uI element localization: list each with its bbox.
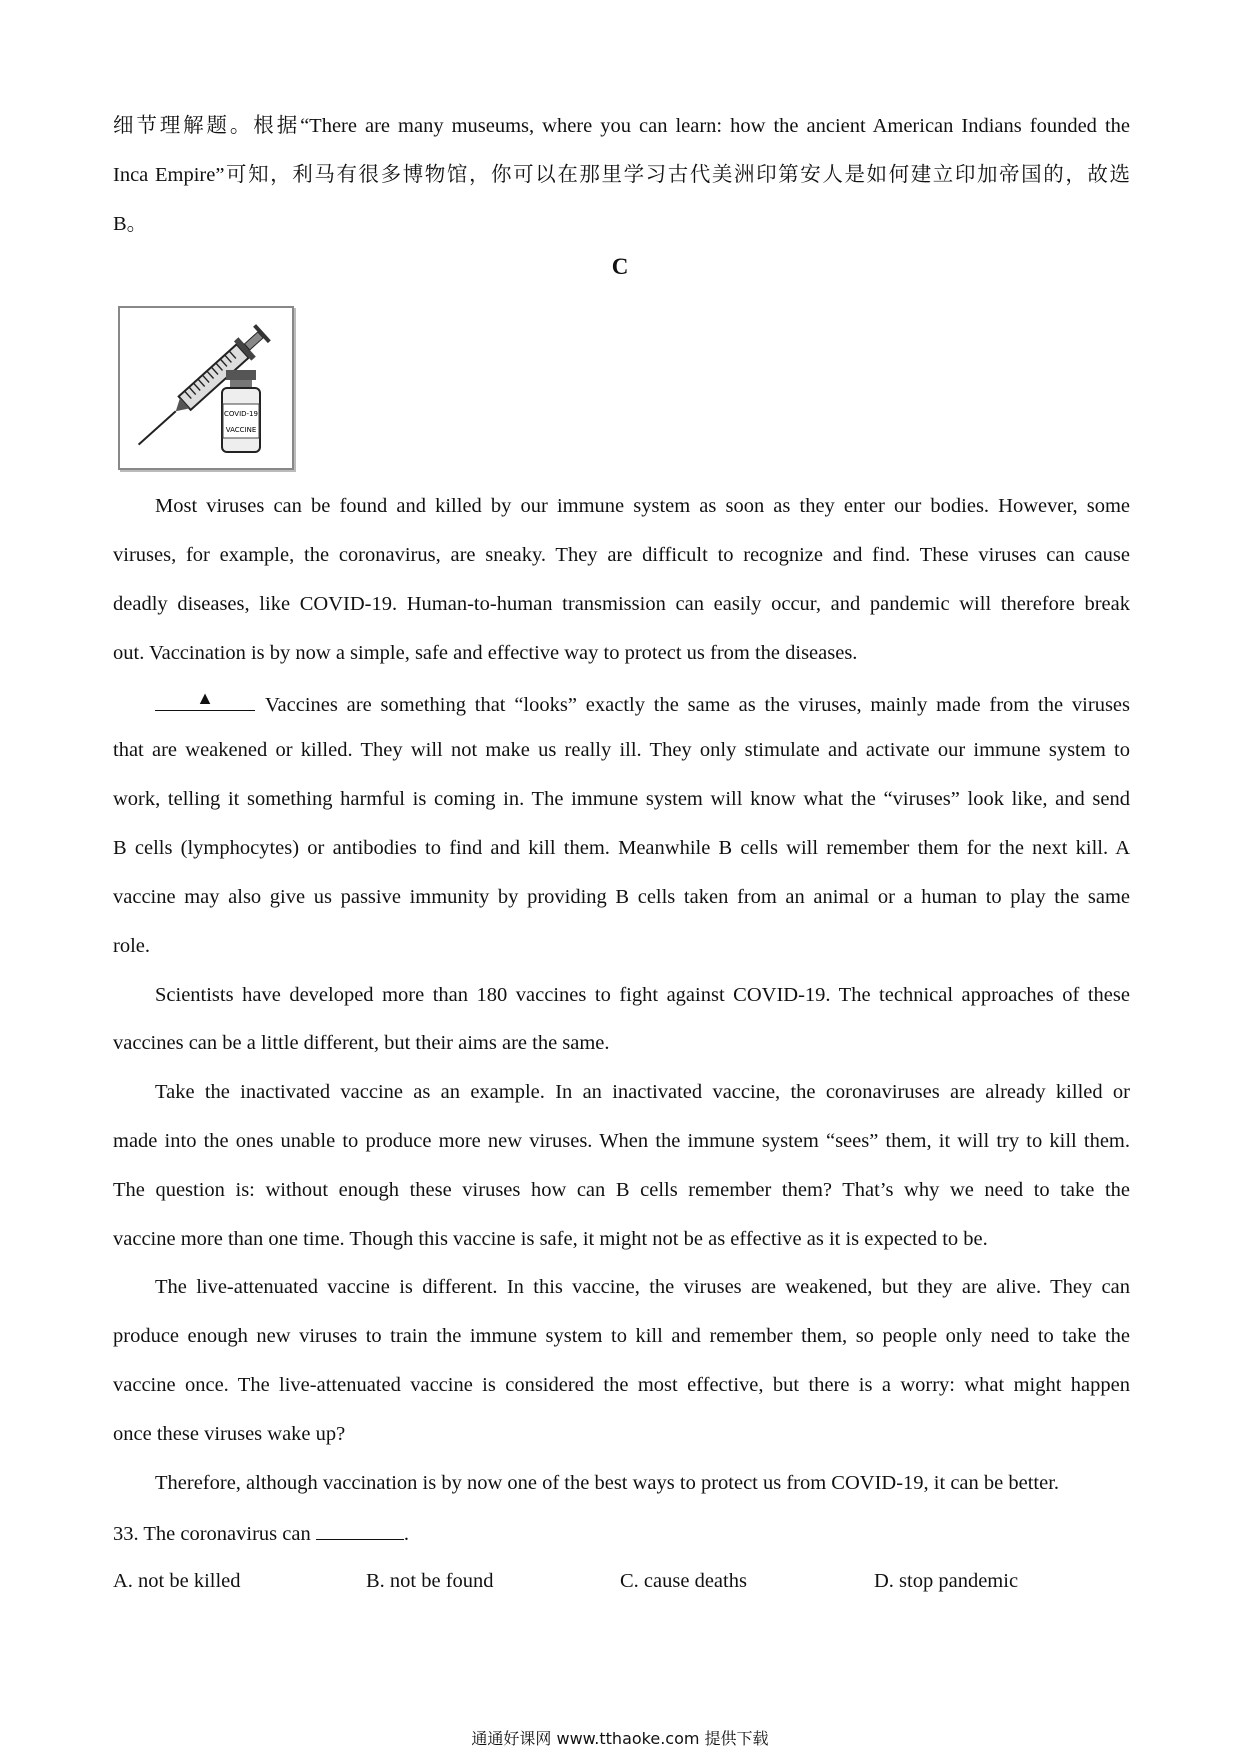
- footer-source: 通通好课网 www.tthaoke.com 提供下载: [471, 1729, 769, 1748]
- p3-line-2: vaccines can be a little different, but their aims are the same.: [113, 1032, 610, 1054]
- p4-line-2: made into the ones unable to produce more new viruses. When the immune system “sees” them, it will try to kill them.: [113, 1130, 1130, 1152]
- p5-line-2: produce enough new viruses to train the immune system to kill and remember them, so people only need to take the: [113, 1325, 1130, 1347]
- triangle-marker: ▲: [196, 688, 214, 708]
- explanation-line-2: Inca Empire”可知，利马有很多博物馆，你可以在那里学习古代美洲印第安人是如何建立印加帝国的，故选: [113, 164, 1130, 186]
- question-stem: 33. The coronavirus can: [113, 1523, 311, 1545]
- p5-line-3: vaccine once. The live-attenuated vaccine is considered the most effective, but there is a worry: what might happen: [113, 1374, 1130, 1396]
- explanation-line-3: B。: [113, 213, 148, 235]
- p2-line-6: role.: [113, 935, 150, 957]
- p5-line-1: The live-attenuated vaccine is different. In this vaccine, the viruses are weakened, but they are alive. They can: [155, 1276, 1130, 1298]
- explanation-line-1: 细节理解题。根据“There are many museums, where you can learn: how the ancient American Indians founded the: [113, 115, 1130, 137]
- p1-line-1: Most viruses can be found and killed by our immune system as soon as they enter our bodies. However, some: [155, 495, 1130, 517]
- p5-line-4: once these viruses wake up?: [113, 1423, 346, 1445]
- p6-line-1: Therefore, although vaccination is by now one of the best ways to protect us from COVID-19, it can be better.: [155, 1472, 1060, 1494]
- p2-line-1: Vaccines are something that “looks” exactly the same as the viruses, mainly made from the viruses: [265, 694, 1130, 716]
- vial-label: COVID-19: [224, 410, 258, 418]
- syringe-vaccine-icon: [120, 308, 292, 468]
- option-d: D. stop pandemic: [874, 1570, 1019, 1592]
- sentence-blank: [155, 690, 255, 711]
- p1-line-2: viruses, for example, the coronavirus, are sneaky. They are difficult to recognize and find. These viruses can cause: [113, 544, 1130, 566]
- option-a: A. not be killed: [113, 1570, 241, 1592]
- answer-blank: [316, 1521, 404, 1540]
- option-c: C. cause deaths: [620, 1570, 747, 1592]
- p2-line-2: that are weakened or killed. They will not make us really ill. They only stimulate and activate our immune system to: [113, 739, 1130, 761]
- section-heading: C: [611, 254, 629, 279]
- p4-line-1: Take the inactivated vaccine as an example. In an inactivated vaccine, the coronaviruses are already killed or: [155, 1081, 1130, 1103]
- p2-line-3: work, telling it something harmful is coming in. The immune system will know what the “viruses” look like, and send: [113, 788, 1130, 810]
- option-b: B. not be found: [366, 1570, 494, 1592]
- p2-first-line: [155, 690, 1130, 717]
- question-33: [113, 1521, 1130, 1546]
- vial-sublabel: VACCINE: [225, 426, 257, 434]
- p2-line-5: vaccine may also give us passive immunity by providing B cells taken from an animal or a human to play the same: [113, 886, 1130, 908]
- question-stem-end: .: [403, 1523, 409, 1545]
- p3-line-1: Scientists have developed more than 180 vaccines to fight against COVID-19. The technical approaches of these: [155, 984, 1130, 1006]
- p4-line-4: vaccine more than one time. Though this vaccine is safe, it might not be as effective as it is expected to be.: [113, 1228, 988, 1250]
- p1-line-3: deadly diseases, like COVID-19. Human-to-human transmission can easily occur, and pandemic will therefore break: [113, 593, 1130, 615]
- p1-line-4: out. Vaccination is by now a simple, safe and effective way to protect us from the diseases.: [113, 642, 858, 664]
- p2-line-4: B cells (lymphocytes) or antibodies to find and kill them. Meanwhile B cells will remember them for the next kill. A: [113, 837, 1130, 859]
- vaccine-illustration: [118, 306, 294, 470]
- p4-line-3: The question is: without enough these viruses how can B cells remember them? That’s why we need to take the: [113, 1179, 1130, 1201]
